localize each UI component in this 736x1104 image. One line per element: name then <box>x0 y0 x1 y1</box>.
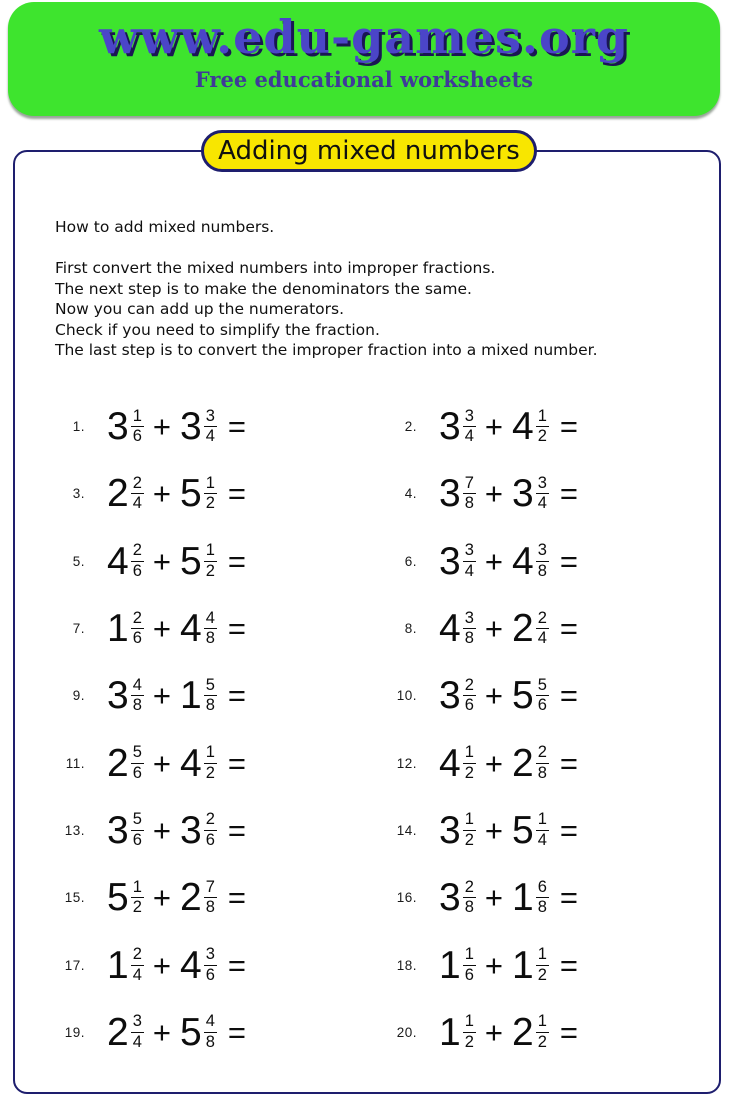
problem-number: 9. <box>72 688 85 704</box>
problem-row <box>43 797 375 864</box>
equals-sign: = <box>559 880 578 916</box>
equals-sign: = <box>559 678 578 714</box>
fraction <box>204 744 217 782</box>
fraction <box>536 811 549 849</box>
fraction <box>204 1013 217 1051</box>
instruction-line: Now you can add up the numerators. <box>55 300 345 319</box>
fraction <box>536 475 549 513</box>
fraction-numerator: 4 <box>131 677 144 696</box>
fraction-numerator: 4 <box>204 1013 217 1032</box>
problem-expression <box>107 741 246 785</box>
mixed-number-whole: 2 <box>107 741 129 785</box>
plus-sign: + <box>152 812 171 848</box>
fraction-numerator: 3 <box>536 475 549 494</box>
plus-sign: + <box>484 812 503 848</box>
equals-sign: = <box>559 543 578 579</box>
fraction <box>463 610 476 648</box>
equals-sign: = <box>227 409 246 445</box>
problem-row <box>43 931 375 998</box>
problem-row <box>375 729 707 796</box>
problem-number: 3. <box>72 486 85 502</box>
fraction-numerator: 2 <box>131 542 144 561</box>
plus-sign: + <box>484 476 503 512</box>
mixed-number-whole: 4 <box>180 943 202 987</box>
fraction-numerator: 2 <box>204 811 217 830</box>
problem-expression <box>439 876 578 920</box>
problem-expression <box>107 943 246 987</box>
fraction-denominator: 4 <box>464 561 474 580</box>
plus-sign: + <box>152 745 171 781</box>
fraction-denominator: 4 <box>132 494 142 513</box>
mixed-number-whole: 2 <box>107 1010 129 1054</box>
fraction <box>463 408 476 446</box>
fraction <box>131 408 144 446</box>
mixed-number-whole: 2 <box>180 876 202 920</box>
plus-sign: + <box>484 678 503 714</box>
plus-sign: + <box>484 1014 503 1050</box>
plus-sign: + <box>152 1014 171 1050</box>
problem-number: 12. <box>396 755 417 771</box>
fraction-numerator: 2 <box>131 475 144 494</box>
fraction-numerator: 1 <box>463 946 476 965</box>
site-banner <box>8 2 720 116</box>
fraction-denominator: 8 <box>537 763 547 782</box>
fraction-denominator: 4 <box>537 830 547 849</box>
problem-row <box>43 595 375 662</box>
fraction <box>131 610 144 648</box>
problem-row <box>43 662 375 729</box>
mixed-number-whole: 1 <box>439 1010 461 1054</box>
mixed-number-whole: 2 <box>512 741 534 785</box>
fraction-numerator: 4 <box>204 610 217 629</box>
problem-row <box>375 595 707 662</box>
problem-number: 14. <box>396 822 417 838</box>
fraction <box>204 946 217 984</box>
fraction-denominator: 2 <box>205 561 215 580</box>
fraction-denominator: 8 <box>464 898 474 917</box>
fraction <box>463 677 476 715</box>
fraction-numerator: 1 <box>463 1013 476 1032</box>
fraction-denominator: 4 <box>132 965 142 984</box>
fraction <box>131 879 144 917</box>
fraction-numerator: 2 <box>463 879 476 898</box>
plus-sign: + <box>152 611 171 647</box>
problem-row <box>375 931 707 998</box>
fraction-numerator: 1 <box>131 408 144 427</box>
fraction-denominator: 6 <box>464 965 474 984</box>
mixed-number-whole: 1 <box>512 876 534 920</box>
instruction-line: First convert the mixed numbers into improper fractions. <box>55 259 496 277</box>
fraction-denominator: 6 <box>132 763 142 782</box>
mixed-number-whole: 4 <box>439 741 461 785</box>
problem-expression <box>439 741 578 785</box>
fraction-denominator: 8 <box>205 1032 215 1051</box>
fraction-numerator: 2 <box>536 610 549 629</box>
equals-sign: = <box>559 476 578 512</box>
fraction-denominator: 2 <box>464 1032 474 1051</box>
mixed-number-whole: 3 <box>439 876 461 920</box>
problem-row <box>43 393 375 460</box>
fraction <box>536 879 549 917</box>
fraction-numerator: 1 <box>536 1013 549 1032</box>
fraction-numerator: 6 <box>536 879 549 898</box>
equals-sign: = <box>227 611 246 647</box>
plus-sign: + <box>484 611 503 647</box>
fraction-denominator: 2 <box>537 1032 547 1051</box>
mixed-number-whole: 4 <box>180 741 202 785</box>
plus-sign: + <box>484 880 503 916</box>
problem-expression <box>439 943 578 987</box>
fraction-denominator: 2 <box>205 763 215 782</box>
equals-sign: = <box>559 812 578 848</box>
fraction-numerator: 7 <box>463 475 476 494</box>
mixed-number-whole: 4 <box>512 405 534 449</box>
problem-number: 20. <box>396 1024 417 1040</box>
problem-expression <box>439 1010 578 1054</box>
problem-number: 15. <box>64 890 85 906</box>
fraction <box>463 879 476 917</box>
problem-number: 5. <box>72 553 85 569</box>
equals-sign: = <box>227 745 246 781</box>
fraction <box>463 475 476 513</box>
fraction-denominator: 4 <box>205 427 215 446</box>
equals-sign: = <box>227 476 246 512</box>
fraction-numerator: 1 <box>204 475 217 494</box>
mixed-number-whole: 1 <box>180 674 202 718</box>
equals-sign: = <box>227 812 246 848</box>
fraction <box>131 475 144 513</box>
fraction <box>536 744 549 782</box>
fraction-denominator: 2 <box>464 830 474 849</box>
mixed-number-whole: 4 <box>107 539 129 583</box>
equals-sign: = <box>559 1014 578 1050</box>
mixed-number-whole: 5 <box>107 876 129 920</box>
mixed-number-whole: 5 <box>512 674 534 718</box>
plus-sign: + <box>484 409 503 445</box>
site-tagline: Free educational worksheets <box>194 67 534 92</box>
problem-expression <box>107 539 246 583</box>
problem-number: 13. <box>64 822 85 838</box>
fraction <box>204 610 217 648</box>
fraction <box>131 811 144 849</box>
problem-number: 11. <box>65 755 85 771</box>
plus-sign: + <box>484 543 503 579</box>
problem-row <box>43 864 375 931</box>
fraction <box>463 946 476 984</box>
fraction <box>463 811 476 849</box>
mixed-number-whole: 2 <box>512 607 534 651</box>
plus-sign: + <box>152 880 171 916</box>
fraction-denominator: 6 <box>132 830 142 849</box>
problem-expression <box>107 876 246 920</box>
fraction-denominator: 2 <box>132 898 142 917</box>
equals-sign: = <box>227 1014 246 1050</box>
mixed-number-whole: 4 <box>512 539 534 583</box>
problem-expression <box>107 674 246 718</box>
fraction <box>204 475 217 513</box>
fraction-numerator: 3 <box>204 408 217 427</box>
fraction-numerator: 1 <box>131 879 144 898</box>
mixed-number-whole: 3 <box>439 674 461 718</box>
fraction <box>204 408 217 446</box>
fraction-numerator: 5 <box>131 744 144 763</box>
mixed-number-whole: 4 <box>180 607 202 651</box>
fraction <box>536 610 549 648</box>
fraction-denominator: 8 <box>205 696 215 715</box>
mixed-number-whole: 3 <box>107 808 129 852</box>
problem-number: 4. <box>404 486 417 502</box>
problem-expression <box>439 808 578 852</box>
fraction-numerator: 1 <box>463 811 476 830</box>
problem-expression <box>107 405 246 449</box>
fraction-numerator: 2 <box>463 677 476 696</box>
fraction <box>536 946 549 984</box>
problem-number: 6. <box>404 553 417 569</box>
fraction <box>536 408 549 446</box>
fraction <box>463 744 476 782</box>
fraction-denominator: 6 <box>205 830 215 849</box>
equals-sign: = <box>559 947 578 983</box>
fraction-denominator: 6 <box>537 696 547 715</box>
fraction <box>131 677 144 715</box>
problem-number: 16. <box>396 890 417 906</box>
fraction-numerator: 1 <box>463 744 476 763</box>
fraction <box>131 542 144 580</box>
fraction-denominator: 2 <box>205 494 215 513</box>
fraction-numerator: 2 <box>536 744 549 763</box>
problem-expression <box>107 808 246 852</box>
problem-number: 8. <box>404 621 417 637</box>
fraction <box>536 1013 549 1051</box>
fraction-denominator: 8 <box>464 494 474 513</box>
plus-sign: + <box>152 476 171 512</box>
fraction <box>131 946 144 984</box>
mixed-number-whole: 1 <box>107 607 129 651</box>
fraction <box>131 744 144 782</box>
fraction <box>131 1013 144 1051</box>
fraction-numerator: 3 <box>463 542 476 561</box>
site-title: www.edu-games.org <box>98 10 630 64</box>
instructions <box>55 258 598 361</box>
fraction-numerator: 1 <box>536 946 549 965</box>
mixed-number-whole: 3 <box>180 808 202 852</box>
mixed-number-whole: 3 <box>180 405 202 449</box>
worksheet-title: Adding mixed numbers <box>201 130 537 172</box>
fraction-denominator: 4 <box>537 629 547 648</box>
fraction <box>204 542 217 580</box>
fraction-denominator: 4 <box>464 427 474 446</box>
mixed-number-whole: 3 <box>439 472 461 516</box>
fraction-numerator: 3 <box>536 542 549 561</box>
fraction-numerator: 1 <box>536 408 549 427</box>
fraction-numerator: 5 <box>131 811 144 830</box>
problem-row <box>43 460 375 527</box>
plus-sign: + <box>152 678 171 714</box>
problem-expression <box>439 539 578 583</box>
equals-sign: = <box>227 678 246 714</box>
fraction-numerator: 3 <box>204 946 217 965</box>
fraction-denominator: 2 <box>537 965 547 984</box>
fraction <box>536 542 549 580</box>
fraction-numerator: 3 <box>463 610 476 629</box>
fraction-numerator: 2 <box>131 610 144 629</box>
mixed-number-whole: 3 <box>107 405 129 449</box>
fraction-denominator: 6 <box>132 629 142 648</box>
problem-row <box>375 662 707 729</box>
problem-row <box>43 528 375 595</box>
fraction-numerator: 5 <box>204 677 217 696</box>
fraction-denominator: 8 <box>132 696 142 715</box>
problem-number: 10. <box>396 688 417 704</box>
problem-row <box>375 864 707 931</box>
mixed-number-whole: 3 <box>512 472 534 516</box>
fraction-numerator: 3 <box>463 408 476 427</box>
problem-row <box>375 797 707 864</box>
fraction-numerator: 5 <box>536 677 549 696</box>
problem-row <box>43 999 375 1066</box>
fraction-denominator: 8 <box>205 898 215 917</box>
fraction <box>204 811 217 849</box>
fraction-denominator: 4 <box>132 1032 142 1051</box>
problem-number: 18. <box>396 957 417 973</box>
problem-row <box>43 729 375 796</box>
problem-number: 7. <box>72 621 85 637</box>
fraction-denominator: 6 <box>205 965 215 984</box>
fraction <box>463 1013 476 1051</box>
fraction-denominator: 8 <box>537 561 547 580</box>
fraction-denominator: 6 <box>132 561 142 580</box>
problem-expression <box>107 1010 246 1054</box>
problem-number: 17. <box>64 957 85 973</box>
plus-sign: + <box>152 947 171 983</box>
mixed-number-whole: 3 <box>439 808 461 852</box>
equals-sign: = <box>559 745 578 781</box>
problem-expression <box>439 607 578 651</box>
fraction-denominator: 2 <box>537 427 547 446</box>
plus-sign: + <box>484 947 503 983</box>
fraction-numerator: 1 <box>204 542 217 561</box>
problem-row <box>375 393 707 460</box>
equals-sign: = <box>559 611 578 647</box>
problem-row <box>375 528 707 595</box>
instruction-line: The next step is to make the denominators the same. <box>55 279 472 298</box>
intro-line: How to add mixed numbers. <box>55 218 275 236</box>
problem-expression <box>107 607 246 651</box>
fraction-denominator: 4 <box>537 494 547 513</box>
problem-number: 2. <box>404 419 417 435</box>
fraction-denominator: 6 <box>132 427 142 446</box>
mixed-number-whole: 3 <box>439 405 461 449</box>
problem-expression <box>439 405 578 449</box>
mixed-number-whole: 5 <box>180 539 202 583</box>
mixed-number-whole: 2 <box>107 472 129 516</box>
problem-expression <box>439 472 578 516</box>
equals-sign: = <box>227 543 246 579</box>
fraction <box>204 677 217 715</box>
mixed-number-whole: 5 <box>512 808 534 852</box>
fraction-denominator: 8 <box>464 629 474 648</box>
mixed-number-whole: 1 <box>107 943 129 987</box>
plus-sign: + <box>152 543 171 579</box>
mixed-number-whole: 1 <box>439 943 461 987</box>
equals-sign: = <box>227 947 246 983</box>
mixed-number-whole: 3 <box>439 539 461 583</box>
fraction-numerator: 2 <box>131 946 144 965</box>
problem-number: 1. <box>72 419 85 435</box>
fraction-numerator: 7 <box>204 879 217 898</box>
problem-row <box>375 460 707 527</box>
worksheet-frame <box>13 136 721 1094</box>
problem-expression <box>439 674 578 718</box>
mixed-number-whole: 2 <box>512 1010 534 1054</box>
mixed-number-whole: 5 <box>180 1010 202 1054</box>
fraction-denominator: 2 <box>464 763 474 782</box>
problem-row <box>375 999 707 1066</box>
fraction-numerator: 3 <box>131 1013 144 1032</box>
fraction-denominator: 6 <box>464 696 474 715</box>
instruction-line: Check if you need to simplify the fraction. <box>55 320 380 339</box>
plus-sign: + <box>152 409 171 445</box>
equals-sign: = <box>559 409 578 445</box>
fraction <box>463 542 476 580</box>
mixed-number-whole: 3 <box>107 674 129 718</box>
fraction-numerator: 1 <box>536 811 549 830</box>
mixed-number-whole: 4 <box>439 607 461 651</box>
fraction <box>204 879 217 917</box>
mixed-number-whole: 5 <box>180 472 202 516</box>
fraction-numerator: 1 <box>204 744 217 763</box>
problems-grid <box>43 393 707 1066</box>
instruction-line: The last step is to convert the improper fraction into a mixed number. <box>55 341 598 360</box>
equals-sign: = <box>227 880 246 916</box>
problem-expression <box>107 472 246 516</box>
fraction-denominator: 8 <box>205 629 215 648</box>
mixed-number-whole: 1 <box>512 943 534 987</box>
fraction <box>536 677 549 715</box>
plus-sign: + <box>484 745 503 781</box>
fraction-denominator: 8 <box>537 898 547 917</box>
problem-number: 19. <box>64 1024 85 1040</box>
